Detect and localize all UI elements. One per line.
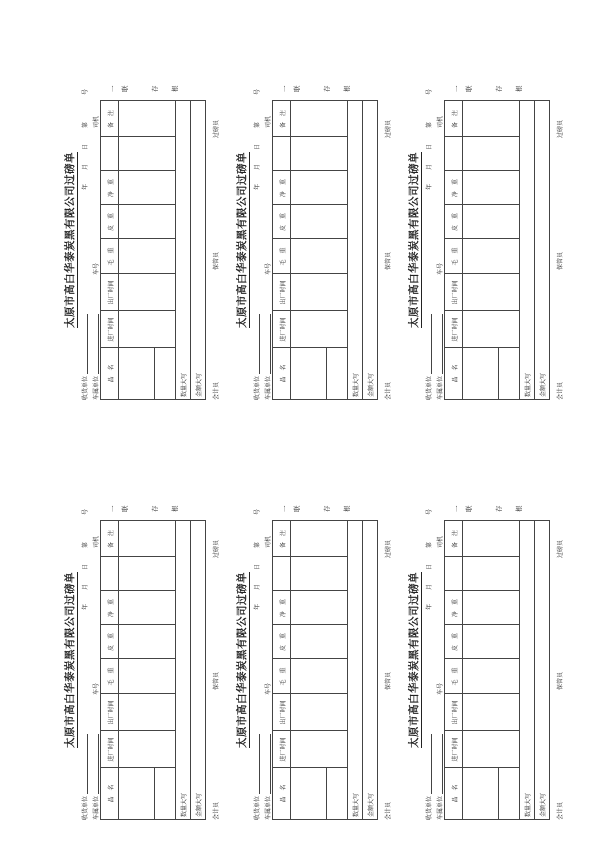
year-label: 年: [426, 183, 433, 190]
col-exit-time: 出厂时间: [280, 280, 287, 305]
weigh-table: [444, 100, 550, 400]
col-remarks: 备 注: [280, 110, 287, 129]
col-gross-weight: 毛 重: [108, 247, 115, 266]
keeper-label: 保管员: [213, 671, 220, 690]
weigh-table: [272, 520, 378, 820]
number-suffix: 号: [254, 88, 261, 95]
col-remarks: 备 注: [108, 110, 115, 129]
col-entry-time: 进厂时间: [280, 737, 287, 762]
col-exit-time: 出厂时间: [280, 700, 287, 725]
driver-label: 司机: [265, 115, 272, 128]
qty-caps-label: 数量大写: [525, 792, 532, 817]
amount-caps-label: 金额大写: [368, 372, 375, 397]
vehicle-unit-line: [270, 314, 271, 374]
car-no-label: 车号: [265, 682, 272, 695]
col-tare-weight: 皮 重: [280, 213, 287, 232]
slip-title: 太原市高白华泰炭黑有限公司过磅单: [408, 572, 420, 748]
col-product: 品 名: [280, 784, 287, 803]
number-suffix: 号: [82, 88, 89, 95]
receiver-line: [431, 314, 432, 374]
col-gross-weight: 毛 重: [280, 247, 287, 266]
weigh-slip-3: [404, 80, 569, 400]
side-label-1: 一: [453, 85, 461, 92]
col-net-weight: 净 重: [108, 599, 115, 618]
year-label: 年: [426, 603, 433, 610]
driver-label: 司机: [437, 115, 444, 128]
vehicle-unit-label: 车属单位: [93, 375, 100, 400]
side-label-1: 一: [281, 85, 289, 92]
side-label-4: 根: [171, 85, 179, 92]
year-label: 年: [82, 603, 89, 610]
col-exit-time: 出厂时间: [108, 700, 115, 725]
col-gross-weight: 毛 重: [452, 667, 459, 686]
weigh-table: [444, 520, 550, 820]
weigher-label: 过磅员: [557, 539, 564, 558]
col-remarks: 备 注: [280, 530, 287, 549]
col-remarks: 备 注: [452, 530, 459, 549]
side-label-2: 联: [293, 85, 301, 92]
keeper-label: 保管员: [557, 251, 564, 270]
col-net-weight: 净 重: [280, 599, 287, 618]
col-tare-weight: 皮 重: [452, 633, 459, 652]
receiver-line: [259, 734, 260, 794]
number-suffix: 号: [426, 508, 433, 515]
side-label-2: 联: [465, 505, 473, 512]
receiver-line: [87, 314, 88, 374]
vehicle-unit-line: [442, 314, 443, 374]
accountant-label: 会计员: [213, 801, 220, 820]
col-gross-weight: 毛 重: [452, 247, 459, 266]
keeper-label: 保管员: [385, 671, 392, 690]
col-remarks: 备 注: [452, 110, 459, 129]
month-label: 月: [254, 163, 261, 170]
amount-caps-label: 金额大写: [540, 792, 547, 817]
slip-title: 太原市高白华泰炭黑有限公司过磅单: [408, 152, 420, 328]
day-label: 日: [426, 563, 433, 570]
day-label: 日: [254, 143, 261, 150]
qty-caps-label: 数量大写: [525, 372, 532, 397]
month-label: 月: [426, 163, 433, 170]
number-label: 第: [426, 121, 433, 128]
number-label: 第: [254, 121, 261, 128]
receiver-label: 收货单位: [82, 795, 89, 820]
side-label-3: 存: [323, 505, 331, 512]
weigh-slip-6: [404, 500, 569, 820]
accountant-label: 会计员: [385, 801, 392, 820]
slip-title: 太原市高白华泰炭黑有限公司过磅单: [236, 572, 248, 748]
weigher-label: 过磅员: [213, 539, 220, 558]
col-entry-time: 进厂时间: [452, 317, 459, 342]
qty-caps-label: 数量大写: [181, 792, 188, 817]
weigher-label: 过磅员: [385, 119, 392, 138]
car-no-label: 车号: [93, 682, 100, 695]
weigh-slip-1: [60, 80, 225, 400]
number-label: 第: [426, 541, 433, 548]
side-label-1: 一: [109, 85, 117, 92]
col-product: 品 名: [452, 784, 459, 803]
side-label-1: 一: [453, 505, 461, 512]
month-label: 月: [82, 583, 89, 590]
weigh-table: [100, 520, 206, 820]
col-tare-weight: 皮 重: [108, 633, 115, 652]
keeper-label: 保管员: [557, 671, 564, 690]
side-label-4: 根: [343, 85, 351, 92]
keeper-label: 保管员: [213, 251, 220, 270]
side-label-3: 存: [151, 85, 159, 92]
col-tare-weight: 皮 重: [108, 213, 115, 232]
col-entry-time: 进厂时间: [452, 737, 459, 762]
receiver-label: 收货单位: [254, 375, 261, 400]
number-suffix: 号: [82, 508, 89, 515]
side-label-1: 一: [281, 505, 289, 512]
vehicle-unit-line: [98, 314, 99, 374]
number-label: 第: [254, 541, 261, 548]
slip-title: 太原市高白华泰炭黑有限公司过磅单: [236, 152, 248, 328]
day-label: 日: [82, 563, 89, 570]
amount-caps-label: 金额大写: [196, 372, 203, 397]
qty-caps-label: 数量大写: [353, 372, 360, 397]
slip-title: 太原市高白华泰炭黑有限公司过磅单: [64, 152, 76, 328]
col-product: 品 名: [452, 364, 459, 383]
col-product: 品 名: [108, 364, 115, 383]
amount-caps-label: 金额大写: [196, 792, 203, 817]
car-no-label: 车号: [265, 262, 272, 275]
accountant-label: 会计员: [557, 801, 564, 820]
number-suffix: 号: [254, 508, 261, 515]
accountant-label: 会计员: [557, 381, 564, 400]
vehicle-unit-label: 车属单位: [93, 795, 100, 820]
vehicle-unit-label: 车属单位: [265, 795, 272, 820]
driver-label: 司机: [93, 115, 100, 128]
year-label: 年: [254, 603, 261, 610]
col-net-weight: 净 重: [280, 179, 287, 198]
col-exit-time: 出厂时间: [452, 700, 459, 725]
side-label-2: 联: [465, 85, 473, 92]
year-label: 年: [254, 183, 261, 190]
receiver-label: 收货单位: [254, 795, 261, 820]
slip-title: 太原市高白华泰炭黑有限公司过磅单: [64, 572, 76, 748]
qty-caps-label: 数量大写: [181, 372, 188, 397]
side-label-3: 存: [323, 85, 331, 92]
receiver-label: 收货单位: [82, 375, 89, 400]
col-entry-time: 进厂时间: [108, 317, 115, 342]
side-label-2: 联: [293, 505, 301, 512]
receiver-line: [431, 734, 432, 794]
col-net-weight: 净 重: [452, 599, 459, 618]
qty-caps-label: 数量大写: [353, 792, 360, 817]
amount-caps-label: 金额大写: [540, 372, 547, 397]
number-suffix: 号: [426, 88, 433, 95]
side-label-4: 根: [171, 505, 179, 512]
vehicle-unit-line: [270, 734, 271, 794]
receiver-line: [87, 734, 88, 794]
weigh-slip-5: [232, 500, 397, 820]
col-gross-weight: 毛 重: [108, 667, 115, 686]
weigher-label: 过磅员: [557, 119, 564, 138]
vehicle-unit-line: [442, 734, 443, 794]
col-tare-weight: 皮 重: [280, 633, 287, 652]
vehicle-unit-line: [98, 734, 99, 794]
col-product: 品 名: [280, 364, 287, 383]
weigh-slip-2: [232, 80, 397, 400]
side-label-1: 一: [109, 505, 117, 512]
col-tare-weight: 皮 重: [452, 213, 459, 232]
side-label-4: 根: [343, 505, 351, 512]
weigh-table: [100, 100, 206, 400]
month-label: 月: [426, 583, 433, 590]
driver-label: 司机: [265, 535, 272, 548]
vehicle-unit-label: 车属单位: [437, 795, 444, 820]
col-net-weight: 净 重: [108, 179, 115, 198]
driver-label: 司机: [93, 535, 100, 548]
amount-caps-label: 金额大写: [368, 792, 375, 817]
weigh-slip-4: [60, 500, 225, 820]
keeper-label: 保管员: [385, 251, 392, 270]
month-label: 月: [254, 583, 261, 590]
car-no-label: 车号: [437, 262, 444, 275]
accountant-label: 会计员: [213, 381, 220, 400]
receiver-label: 收货单位: [426, 375, 433, 400]
side-label-3: 存: [495, 505, 503, 512]
side-label-2: 联: [121, 505, 129, 512]
col-entry-time: 进厂时间: [280, 317, 287, 342]
year-label: 年: [82, 183, 89, 190]
vehicle-unit-label: 车属单位: [437, 375, 444, 400]
accountant-label: 会计员: [385, 381, 392, 400]
col-gross-weight: 毛 重: [280, 667, 287, 686]
number-label: 第: [82, 541, 89, 548]
receiver-line: [259, 314, 260, 374]
weigher-label: 过磅员: [213, 119, 220, 138]
number-label: 第: [82, 121, 89, 128]
side-label-4: 根: [515, 85, 523, 92]
weigher-label: 过磅员: [385, 539, 392, 558]
col-exit-time: 出厂时间: [108, 280, 115, 305]
col-net-weight: 净 重: [452, 179, 459, 198]
driver-label: 司机: [437, 535, 444, 548]
receiver-label: 收货单位: [426, 795, 433, 820]
month-label: 月: [82, 163, 89, 170]
day-label: 日: [426, 143, 433, 150]
col-remarks: 备 注: [108, 530, 115, 549]
day-label: 日: [254, 563, 261, 570]
side-label-2: 联: [121, 85, 129, 92]
side-label-4: 根: [515, 505, 523, 512]
vehicle-unit-label: 车属单位: [265, 375, 272, 400]
side-label-3: 存: [151, 505, 159, 512]
col-entry-time: 进厂时间: [108, 737, 115, 762]
side-label-3: 存: [495, 85, 503, 92]
day-label: 日: [82, 143, 89, 150]
col-product: 品 名: [108, 784, 115, 803]
weigh-table: [272, 100, 378, 400]
col-exit-time: 出厂时间: [452, 280, 459, 305]
car-no-label: 车号: [93, 262, 100, 275]
car-no-label: 车号: [437, 682, 444, 695]
